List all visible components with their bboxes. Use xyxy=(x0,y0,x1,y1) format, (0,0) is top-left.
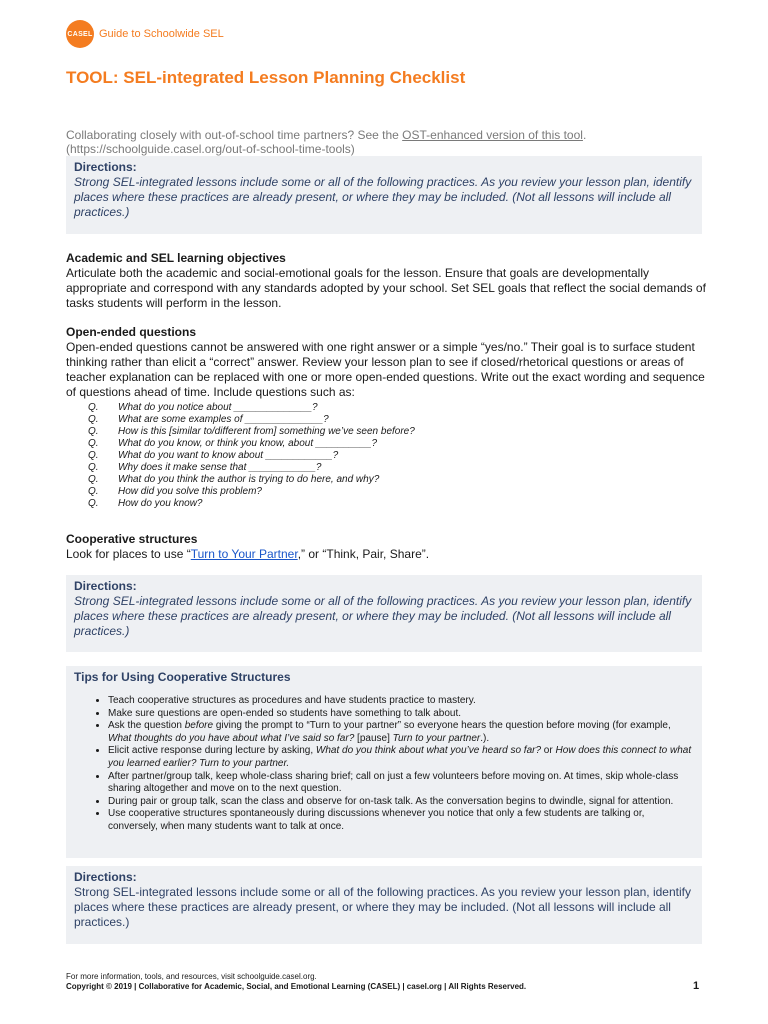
list-item: • Use cooperative structures spontaneously during discussions whenever you notice that only a few students are talking or, conversely, when many students want to talk at once. xyxy=(108,808,694,833)
list-item: • Teach cooperative structures as procedures and have students practice to mastery. xyxy=(108,695,694,708)
list-item: Q. How is this [similar to/different from] something we’ve seen before? xyxy=(88,426,415,437)
directions-box-2 xyxy=(66,575,702,652)
academic-text: Articulate both the academic and social-emotional goals for the lesson. Ensure that goals are developmentally appropriate and correspond with any standards adopted by your school. Set SEL goals that reflect the social demands of tasks students will perform in the lesson. xyxy=(66,266,706,310)
ost-note-suffix: . xyxy=(582,128,587,142)
open-ended-section xyxy=(66,325,706,510)
list-item: Q. What do you notice about ______________? xyxy=(88,402,318,413)
list-item: Q. What do you know, or think you know, about __________? xyxy=(88,438,378,449)
directions-text: Strong SEL-integrated lessons include some or all of the following practices. As you review your lesson plan, identify places where these practices are already present, or where they may be included. (Not all lessons will include all practices.) xyxy=(74,885,691,929)
academic-section xyxy=(66,251,706,311)
directions-heading: Directions: xyxy=(74,160,137,174)
list-item: Q. How did you solve this problem? xyxy=(88,486,262,497)
directions-heading: Directions: xyxy=(74,870,137,884)
list-item: Q. How do you know? xyxy=(88,498,203,509)
open-ended-text: Open-ended questions cannot be answered with one right answer or a simple “yes/no.” Their goal is to surface student thinking rather than elicit a “correct” answer. Review your lesson plan to see if closed/rhetorical questions or areas of teacher explanation can be replaced with one or more open-ended questions. Write out the exact wording and sequence of questions ahead of time. Include questions such as: xyxy=(66,340,705,399)
question-list xyxy=(66,402,706,510)
directions-text: Strong SEL-integrated lessons include some or all of the following practices. As you review your lesson plan, identify places where these practices are already present, or where they may be included. (Not all lessons will include all practices.) xyxy=(74,175,692,219)
brand-text: Guide to Schoolwide SEL xyxy=(99,28,224,40)
tips-heading: Tips for Using Cooperative Structures xyxy=(74,670,291,684)
tips-list xyxy=(74,695,694,834)
cooperative-section xyxy=(66,532,706,562)
open-ended-heading: Open-ended questions xyxy=(66,325,197,339)
list-item: • After partner/group talk, keep whole-class sharing brief; call on just a few volunteers before moving on. At times, skip whole-class sharing altogether and move on to the next question. xyxy=(108,771,694,796)
list-item: • During pair or group talk, scan the class and observe for on-task talk. As the conversation begins to dwindle, signal for attention. xyxy=(108,796,694,809)
footer-copyright: Copyright © 2019 | Collaborative for Academic, Social, and Emotional Learning (CASEL) | casel.org | All Rights Reserved. xyxy=(66,982,527,991)
cooperative-text: Look for places to use “Turn to Your Partner,” or “Think, Pair, Share”. xyxy=(66,547,430,561)
directions-text: Strong SEL-integrated lessons include some or all of the following practices. As you review your lesson plan, identify places where these practices are already present, or where they may be included. (Not all lessons will include all practices.) xyxy=(74,594,692,638)
ost-note-prefix: Collaborating closely with out-of-school time partners? See the xyxy=(66,128,403,142)
list-item: Q. What do you want to know about ____________? xyxy=(88,450,339,461)
list-item: • Ask the question before giving the prompt to “Turn to your partner” so everyone hears the question before moving (for example, What thoughts do you have about what I’ve said so far? [pause] Turn to your partner.). xyxy=(108,720,694,745)
page-number: 1 xyxy=(693,980,700,992)
tips-box xyxy=(66,666,702,858)
list-item: • Elicit active response during lecture by asking, What do you think about what you’ve heard so far? or How does this connect to what you learned earlier? Turn to your partner. xyxy=(108,745,694,770)
ost-url[interactable]: (https://schoolguide.casel.org/out-of-school-time-tools) xyxy=(66,142,355,156)
cooperative-heading: Cooperative structures xyxy=(66,532,198,546)
document-header xyxy=(66,20,224,48)
list-item: Q. What do you think the author is trying to do here, and why? xyxy=(88,474,380,485)
list-item: Q. Why does it make sense that ____________? xyxy=(88,462,322,473)
directions-box-1 xyxy=(66,156,702,234)
list-item: Q. What are some examples of ______________? xyxy=(88,414,329,425)
footer-info: For more information, tools, and resources, visit schoolguide.casel.org. xyxy=(66,972,317,981)
page-title: TOOL: SEL-integrated Lesson Planning Checklist xyxy=(66,68,466,87)
directions-heading: Directions: xyxy=(74,579,137,593)
directions-box-3 xyxy=(66,866,702,944)
ost-note xyxy=(66,128,706,156)
turn-to-partner-link[interactable]: Turn to Your Partner xyxy=(190,547,298,561)
ost-link[interactable]: OST-enhanced version of this tool xyxy=(402,128,583,142)
academic-heading: Academic and SEL learning objectives xyxy=(66,251,286,265)
casel-logo: CASEL xyxy=(66,20,94,48)
list-item: • Make sure questions are open-ended so students have something to talk about. xyxy=(108,708,694,721)
page-footer xyxy=(66,972,706,992)
